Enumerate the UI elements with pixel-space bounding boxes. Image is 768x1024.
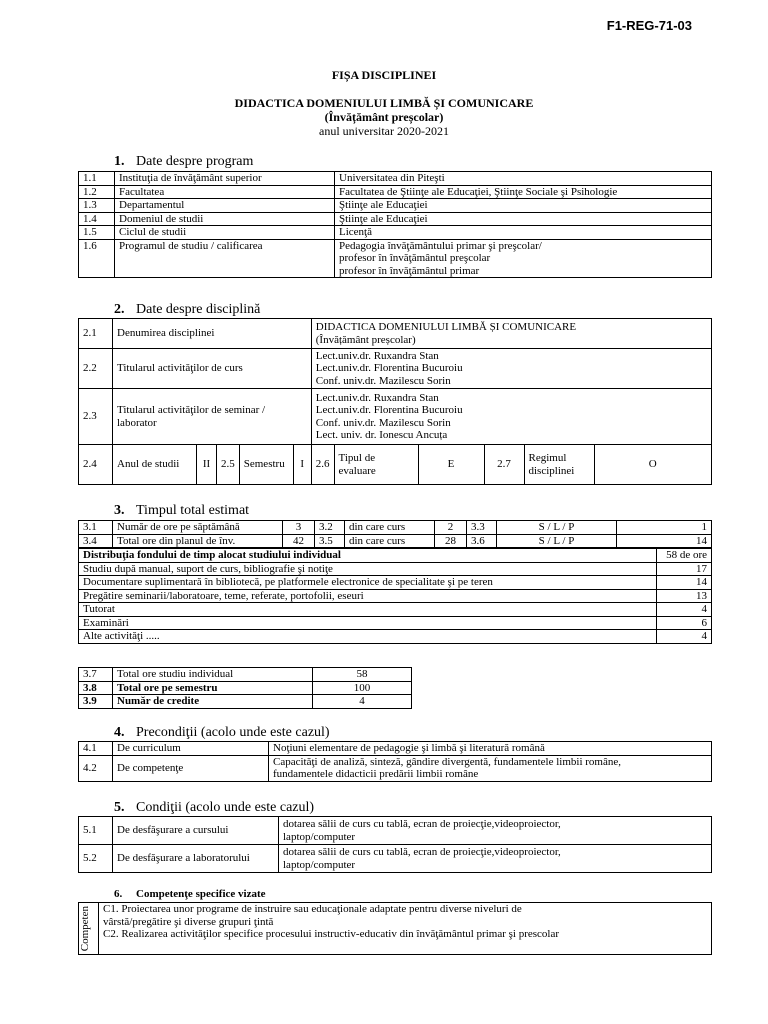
preconditions-table [78,741,712,782]
table-row: Studiu după manual, suport de curs, bibliografie şi notiţe 17 [79,562,712,576]
table-row: 5.1 De desfăşurare a cursului dotarea sălii de curs cu tablă, ecran de proiecţie,videoproiector, laptop/computer [79,817,712,845]
table-row: 2.1 Denumirea disciplinei DIDACTICA DOMENIULUI LIMBĂ ȘI COMUNICARE (Învățământ preșcolar) [79,319,712,349]
table-row: 3.9 Număr de credite 4 [79,695,412,709]
section-2-heading: 2. Date despre disciplină [114,302,261,317]
competences-table [78,902,712,955]
section-5-heading: 5. Condiţii (acolo unde este cazul) [114,800,315,815]
section-4-heading: 4. Precondiţii (acolo unde este cazul) [114,725,330,740]
time-table-top [78,520,712,548]
time-distribution-table [78,548,712,644]
table-row: 4.2 De competenţe Capacităţi de analiză, sinteză, gândire divergentă, fundamentele limbii române, fundamentele didacticii predării limbii române [79,755,712,781]
discipline-name: DIDACTICA DOMENIULUI LIMBĂ ȘI COMUNICARE [234,96,534,110]
document-code: F1-REG-71-03 [606,18,692,33]
table-row: Competen C1. Proiectarea unor programe de instruire sau educaţionale adaptate pentru diverse niveluri de vârstă/pregătire şi diverse grupuri ţintă C2. Realizarea activităţilor specifice procesului instructiv-educativ din învăţământul primar şi prescolar [79,903,712,955]
table-row: 1.6 Programul de studiu / calificarea Pedagogia învăţământului primar şi preşcolar/ profesor în învăţământul preşcolar profesor în învăţământul primar [79,239,712,278]
academic-year: anul universitar 2020-2021 [319,124,449,138]
competences-side-label: Competen [79,905,91,952]
table-row: Pregătire seminarii/laboratoare, teme, referate, portofolii, eseuri 13 [79,589,712,603]
table-row: 3.4 Total ore din planul de înv. 42 3.5 din care curs 28 3.6 S / L / P 14 [79,534,712,548]
table-row: 3.7 Total ore studiu individual 58 [79,668,412,682]
table-row: 1.2 Facultatea Facultatea de Ştiinţe ale Educaţiei, Ştiinţe Sociale şi Psihologie [79,185,712,199]
table-row: 4.1 De curriculum Noţiuni elementare de pedagogie şi limbă şi literatură română [79,742,712,756]
section-6-heading: 6. Competenţe specifice vizate [114,888,266,900]
table-row: 3.1 Număr de ore pe săptămână 3 3.2 din care curs 2 3.3 S / L / P 1 [79,521,712,535]
section-1-heading: 1. Date despre program [114,154,254,169]
table-row: Alte activităţi ..... 4 [79,630,712,644]
table-row: Distribuţia fondului de timp alocat studiului individual 58 de ore [79,549,712,563]
table-row: 2.3 Titularul activităţilor de seminar / laborator Lect.univ.dr. Ruxandra Stan Lect.univ.dr. Florentina Bucuroiu Conf. univ.dr. Mazilescu Sorin Lect. univ. dr. Ionescu Ancuța [79,389,712,445]
table-row: 1.4 Domeniul de studii Ştiinţe ale Educaţiei [79,212,712,226]
conditions-table [78,816,712,873]
table-row: 1.5 Ciclul de studii Licenţă [79,226,712,240]
program-table [78,171,712,278]
table-row: 2.2 Titularul activităţilor de curs Lect.univ.dr. Ruxandra Stan Lect.univ.dr. Florentina Bucuroiu Conf. univ.dr. Mazilescu Sorin [79,349,712,389]
table-row: 1.1 Instituţia de învăţământ superior Universitatea din Piteşti [79,172,712,186]
discipline-level: (Învățământ preșcolar) [324,110,444,124]
table-row: 5.2 De desfăşurare a laboratorului dotarea sălii de curs cu tablă, ecran de proiecţie,videoproiector, laptop/computer [79,845,712,873]
table-row: Examinări 6 [79,616,712,630]
document-title: FIȘA DISCIPLINEI [331,68,437,82]
table-row: 1.3 Departamentul Ştiinţe ale Educaţiei [79,199,712,213]
discipline-table [78,318,712,485]
table-row: 2.4 Anul de studii II 2.5 Semestru I 2.6 Tipul de evaluare E 2.7 Regimul disciplinei O [79,445,712,485]
table-row: Tutorat 4 [79,603,712,617]
time-totals-table [78,667,412,709]
section-3-heading: 3. Timpul total estimat [114,503,250,518]
table-row: 3.8 Total ore pe semestru 100 [79,681,412,695]
table-row: Documentare suplimentară în bibliotecă, pe platformele electronice de specialitate şi pe teren 14 [79,576,712,590]
